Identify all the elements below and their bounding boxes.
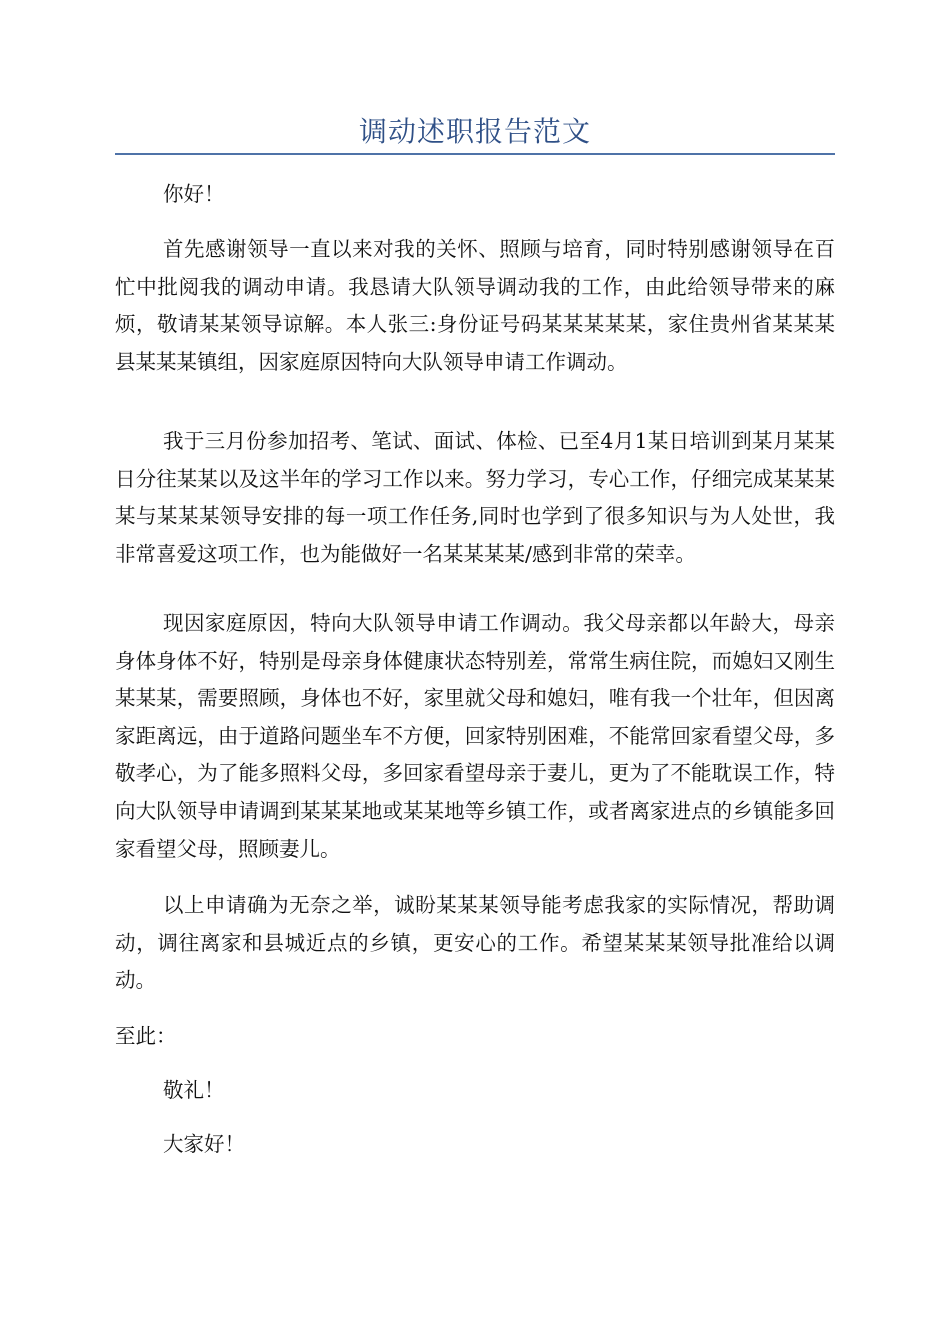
closing-line: 至此： bbox=[115, 1024, 177, 1048]
greeting-line: 你好！ bbox=[163, 182, 225, 206]
paragraph-4: 以上申请确为无奈之举，诚盼某某某领导能考虑我家的实际情况，帮助调动，调往离家和县城近点的乡镇，更安心的工作。希望某某某领导批准给以调动。 bbox=[115, 893, 835, 993]
paragraph-2: 我于三月份参加招考、笔试、面试、体检、已至4月1某日培训到某月某某日分往某某以及这半年的学习工作以来。努力学习，专心工作，仔细完成某某某某与某某某领导安排的每一项工作任务,同时也学到了很多知识与为人处世，我非常喜爱这项工作，也为能做好一名某某某某/感到非常的荣幸。 bbox=[115, 429, 835, 566]
extra-greeting-line: 大家好！ bbox=[163, 1132, 245, 1156]
document-title: 调动述职报告范文 bbox=[358, 115, 591, 148]
paragraph-1: 首先感谢领导一直以来对我的关怀、照顾与培育，同时特别感谢领导在百忙中批阅我的调动申请。我恳请大队领导调动我的工作，由此给领导带来的麻烦，敬请某某领导谅解。本人张三:身份证号码某某某某某，家住贵州省某某某县某某某镇组，因家庭原因特向大队领导申请工作调动。 bbox=[115, 237, 835, 374]
title-underline bbox=[115, 153, 835, 155]
paragraph-3: 现因家庭原因，特向大队领导申请工作调动。我父母亲都以年龄大，母亲身体身体不好，特别是母亲身体健康状态特别差，常常生病住院，而媳妇又刚生某某某，需要照顾，身体也不好，家里就父母和媳妇，唯有我一个壮年，但因离家距离远，由于道路问题坐车不方便，回家特别困难，不能常回家看望父母，多敬孝心，为了能多照料父母，多回家看望母亲于妻儿，更为了不能耽误工作，特向大队领导申请调到某某某地或某某地等乡镇工作，或者离家进点的乡镇能多回家看望父母，照顾妻儿。 bbox=[115, 611, 835, 861]
salute-line: 敬礼！ bbox=[163, 1078, 225, 1102]
